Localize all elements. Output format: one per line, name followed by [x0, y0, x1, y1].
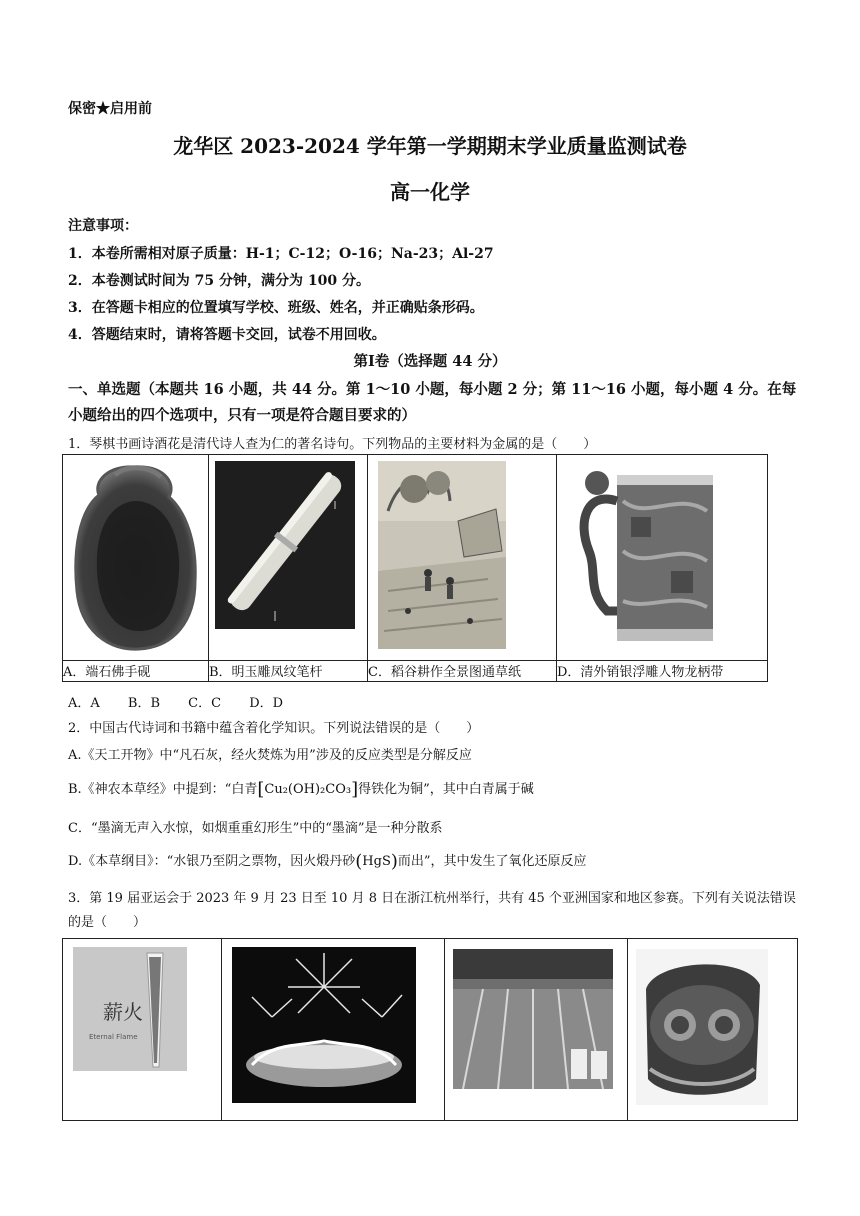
option-d-text-pre: D.《本草纲目》：“水银乃至阴之票物，因火煅丹砂: [68, 854, 356, 869]
option-a[interactable]: A．A: [68, 696, 100, 711]
question-2-option-a[interactable]: A.《天工开物》中“凡石灰，经火焚炼为用”涉及的反应类型是分解反应: [68, 748, 472, 763]
question-3-image-table: [62, 938, 798, 1121]
note-item: 2．本卷测试时间为 75 分钟，满分为 100 分。: [68, 273, 370, 289]
torch-image-cell: [63, 939, 222, 1121]
option-c-image-cell: [368, 455, 557, 661]
note-item: 4．答题结束时，请将答题卡交回，试卷不用回收。: [68, 327, 386, 343]
question-1-stem: 1．琴棋书画诗酒花是清代诗人查为仁的著名诗句。下列物品的主要材料为金属的是（ ）: [68, 437, 597, 452]
mooncake-image: [636, 949, 768, 1105]
notes-heading: 注意事项：: [68, 218, 138, 234]
option-b[interactable]: B．B: [127, 696, 161, 711]
option-b-text-post: 得铁化为铜”，其中白青属于碱: [358, 782, 534, 797]
question-2-option-b[interactable]: B.《神农本草经》中提到：“白青[Cu₂(OH)₂CO₃]得铁化为铜”，其中白青属于碱: [68, 779, 534, 800]
option-d[interactable]: D．D: [249, 696, 284, 711]
torch-logo-text: 薪火: [103, 1000, 143, 1024]
exam-title: 龙华区 2023-2024 学年第一学期期末学业质量监测试卷: [173, 134, 687, 158]
option-b-image-cell: [209, 455, 368, 661]
swimming-pool-image: [453, 949, 613, 1089]
option-a-image-cell: [63, 455, 209, 661]
fireworks-image: [232, 947, 416, 1103]
option-b-caption: B．明玉雕凤纹笔杆: [209, 661, 368, 682]
note-item: 3．在答题卡相应的位置填写学校、班级、姓名，并正确贴条形码。: [68, 300, 484, 316]
question-1-options: [68, 692, 307, 711]
mooncake-image-cell: [628, 939, 798, 1121]
torch-logo-subtext: Eternal Flame: [89, 1033, 138, 1041]
part-title: 第Ⅰ卷（选择题 44 分）: [353, 353, 507, 370]
option-d-caption: D．清外销银浮雕人物龙柄带: [557, 661, 768, 682]
basic-copper-carbonate-formula: Cu₂(OH)₂CO₃: [264, 782, 352, 797]
pool-image-cell: [445, 939, 628, 1121]
option-c[interactable]: C．C: [188, 696, 222, 711]
question-2-stem: 2．中国古代诗词和书籍中蕴含着化学知识。下列说法错误的是（ ）: [68, 721, 480, 736]
silver-mug-image: [567, 461, 725, 649]
exam-subject: 高一化学: [390, 180, 470, 204]
secret-label: 保密★启用前: [68, 101, 152, 117]
option-c-caption: C．稻谷耕作全景图通草纸: [368, 661, 557, 682]
torch-image: [73, 947, 187, 1071]
paddy-painting-image: [378, 461, 506, 649]
question-3-stem: 3．第 19 届亚运会于 2023 年 9 月 23 日至 10 月 8 日在浙江杭州举行，共有 45 个亚洲国家和地区参赛。下列有关说法错误的是（ ）: [68, 891, 796, 930]
question-2-option-d[interactable]: D.《本草纲目》：“水银乃至阴之票物，因火煅丹砂(HgS)而出”，其中发生了氧化还原反应: [68, 851, 587, 872]
question-1-image-table: [62, 454, 768, 682]
cinnabar-formula: HgS: [362, 854, 391, 869]
note-item: 1．本卷所需相对原子质量：H-1；C-12；O-16；Na-23；Al-27: [68, 246, 494, 262]
question-2-option-c[interactable]: C．“墨滴无声入水惊，如烟重重幻形生”中的“墨滴”是一种分散系: [68, 821, 443, 836]
jade-brush-image: [215, 461, 355, 629]
option-d-image-cell: [557, 455, 768, 661]
fireworks-image-cell: [222, 939, 445, 1121]
inkstone-image: [69, 461, 201, 655]
option-a-caption: A．端石佛手砚: [63, 661, 209, 682]
section-instructions: 一、单选题（本题共 16 小题，共 44 分。第 1～10 小题，每小题 2 分；第 11～16 小题，每小题 4 分。在每小题给出的四个选项中，只有一项是符合题目要求的）: [68, 381, 797, 424]
option-b-text-pre: B.《神农本草经》中提到：“白青: [68, 782, 258, 797]
option-d-text-post: 而出”，其中发生了氧化还原反应: [397, 854, 587, 869]
